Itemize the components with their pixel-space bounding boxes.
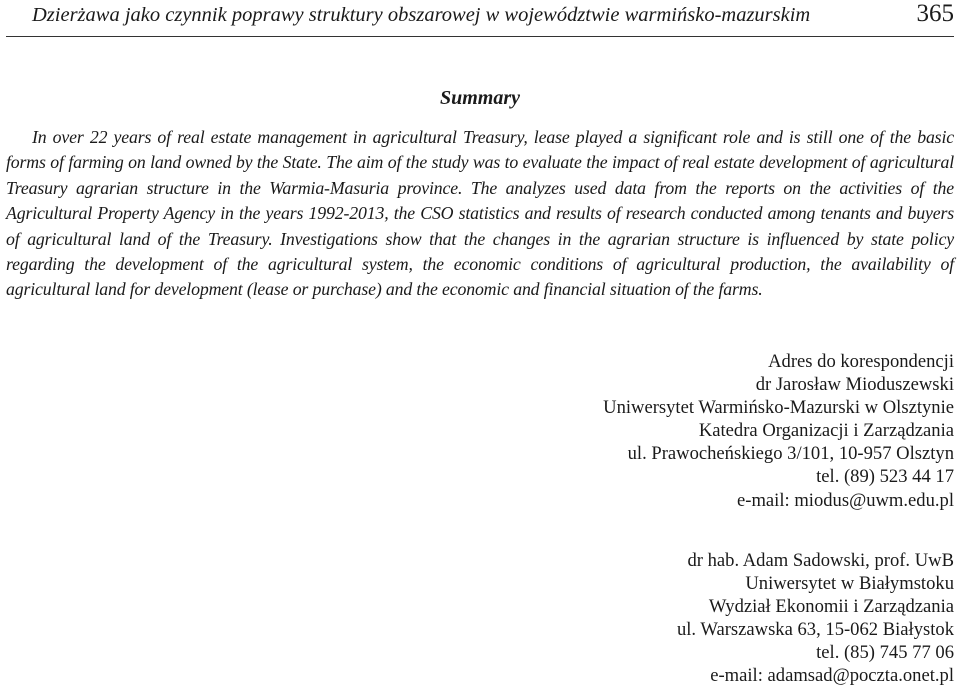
author-2-email: e-mail: adamsad@poczta.onet.pl: [710, 665, 954, 687]
summary-paragraph: In over 22 years of real estate management in agricultural Treasury, lease played a significant role and is still one of the basic forms of farming on land owned by the State. The aim of the study was to evaluate the impact of real estate development of agricultural Treasury agrarian structure in the Warmia-Masuria province. The analyzes used data from the reports on the activities of the Agricultural Property Agency in the years 1992-2013, the CSO statistics and results of research conducted among tenants and buyers of agricultural land of the Treasury. Investigations show that the changes in the agrarian structure is influenced by state policy regarding the development of the agricultural system, the economic conditions of agricultural production, the availability of agricultural land for development (lease or purchase) and the economic and financial situation of the farms.: [6, 127, 954, 300]
page-number: 365: [916, 0, 954, 27]
summary-heading: Summary: [439, 87, 521, 109]
author-1-email: e-mail: miodus@uwm.edu.pl: [737, 489, 954, 511]
author-2-phone: tel. (85) 745 77 06: [816, 642, 954, 664]
author-2-department: Wydział Ekonomii i Zarządzania: [708, 595, 954, 617]
author-2-street: ul. Warszawska 63, 15-062 Białystok: [676, 618, 954, 640]
author-1-phone: tel. (89) 523 44 17: [816, 466, 954, 488]
author-1-name: dr Jarosław Mioduszewski: [755, 374, 954, 396]
author-1-university: Uniwersytet Warmińsko-Mazurski w Olsztynie: [603, 397, 954, 419]
author-2-university: Uniwersytet w Białymstoku: [745, 572, 954, 594]
correspondence-address-block: [603, 350, 954, 687]
author-2-name: dr hab. Adam Sadowski, prof. UwB: [687, 549, 954, 571]
running-header: [6, 0, 954, 37]
correspondence-label: Adres do korespondencji: [768, 351, 954, 372]
author-separator: [603, 512, 954, 549]
author-1-department: Katedra Organizacji i Zarządzania: [698, 420, 954, 442]
running-title: Dzierżawa jako czynnik poprawy struktury obszarowej w województwie warmińsko-mazurskim: [32, 4, 811, 26]
author-1-street: ul. Prawocheńskiego 3/101, 10-957 Olsztyn: [627, 443, 954, 465]
